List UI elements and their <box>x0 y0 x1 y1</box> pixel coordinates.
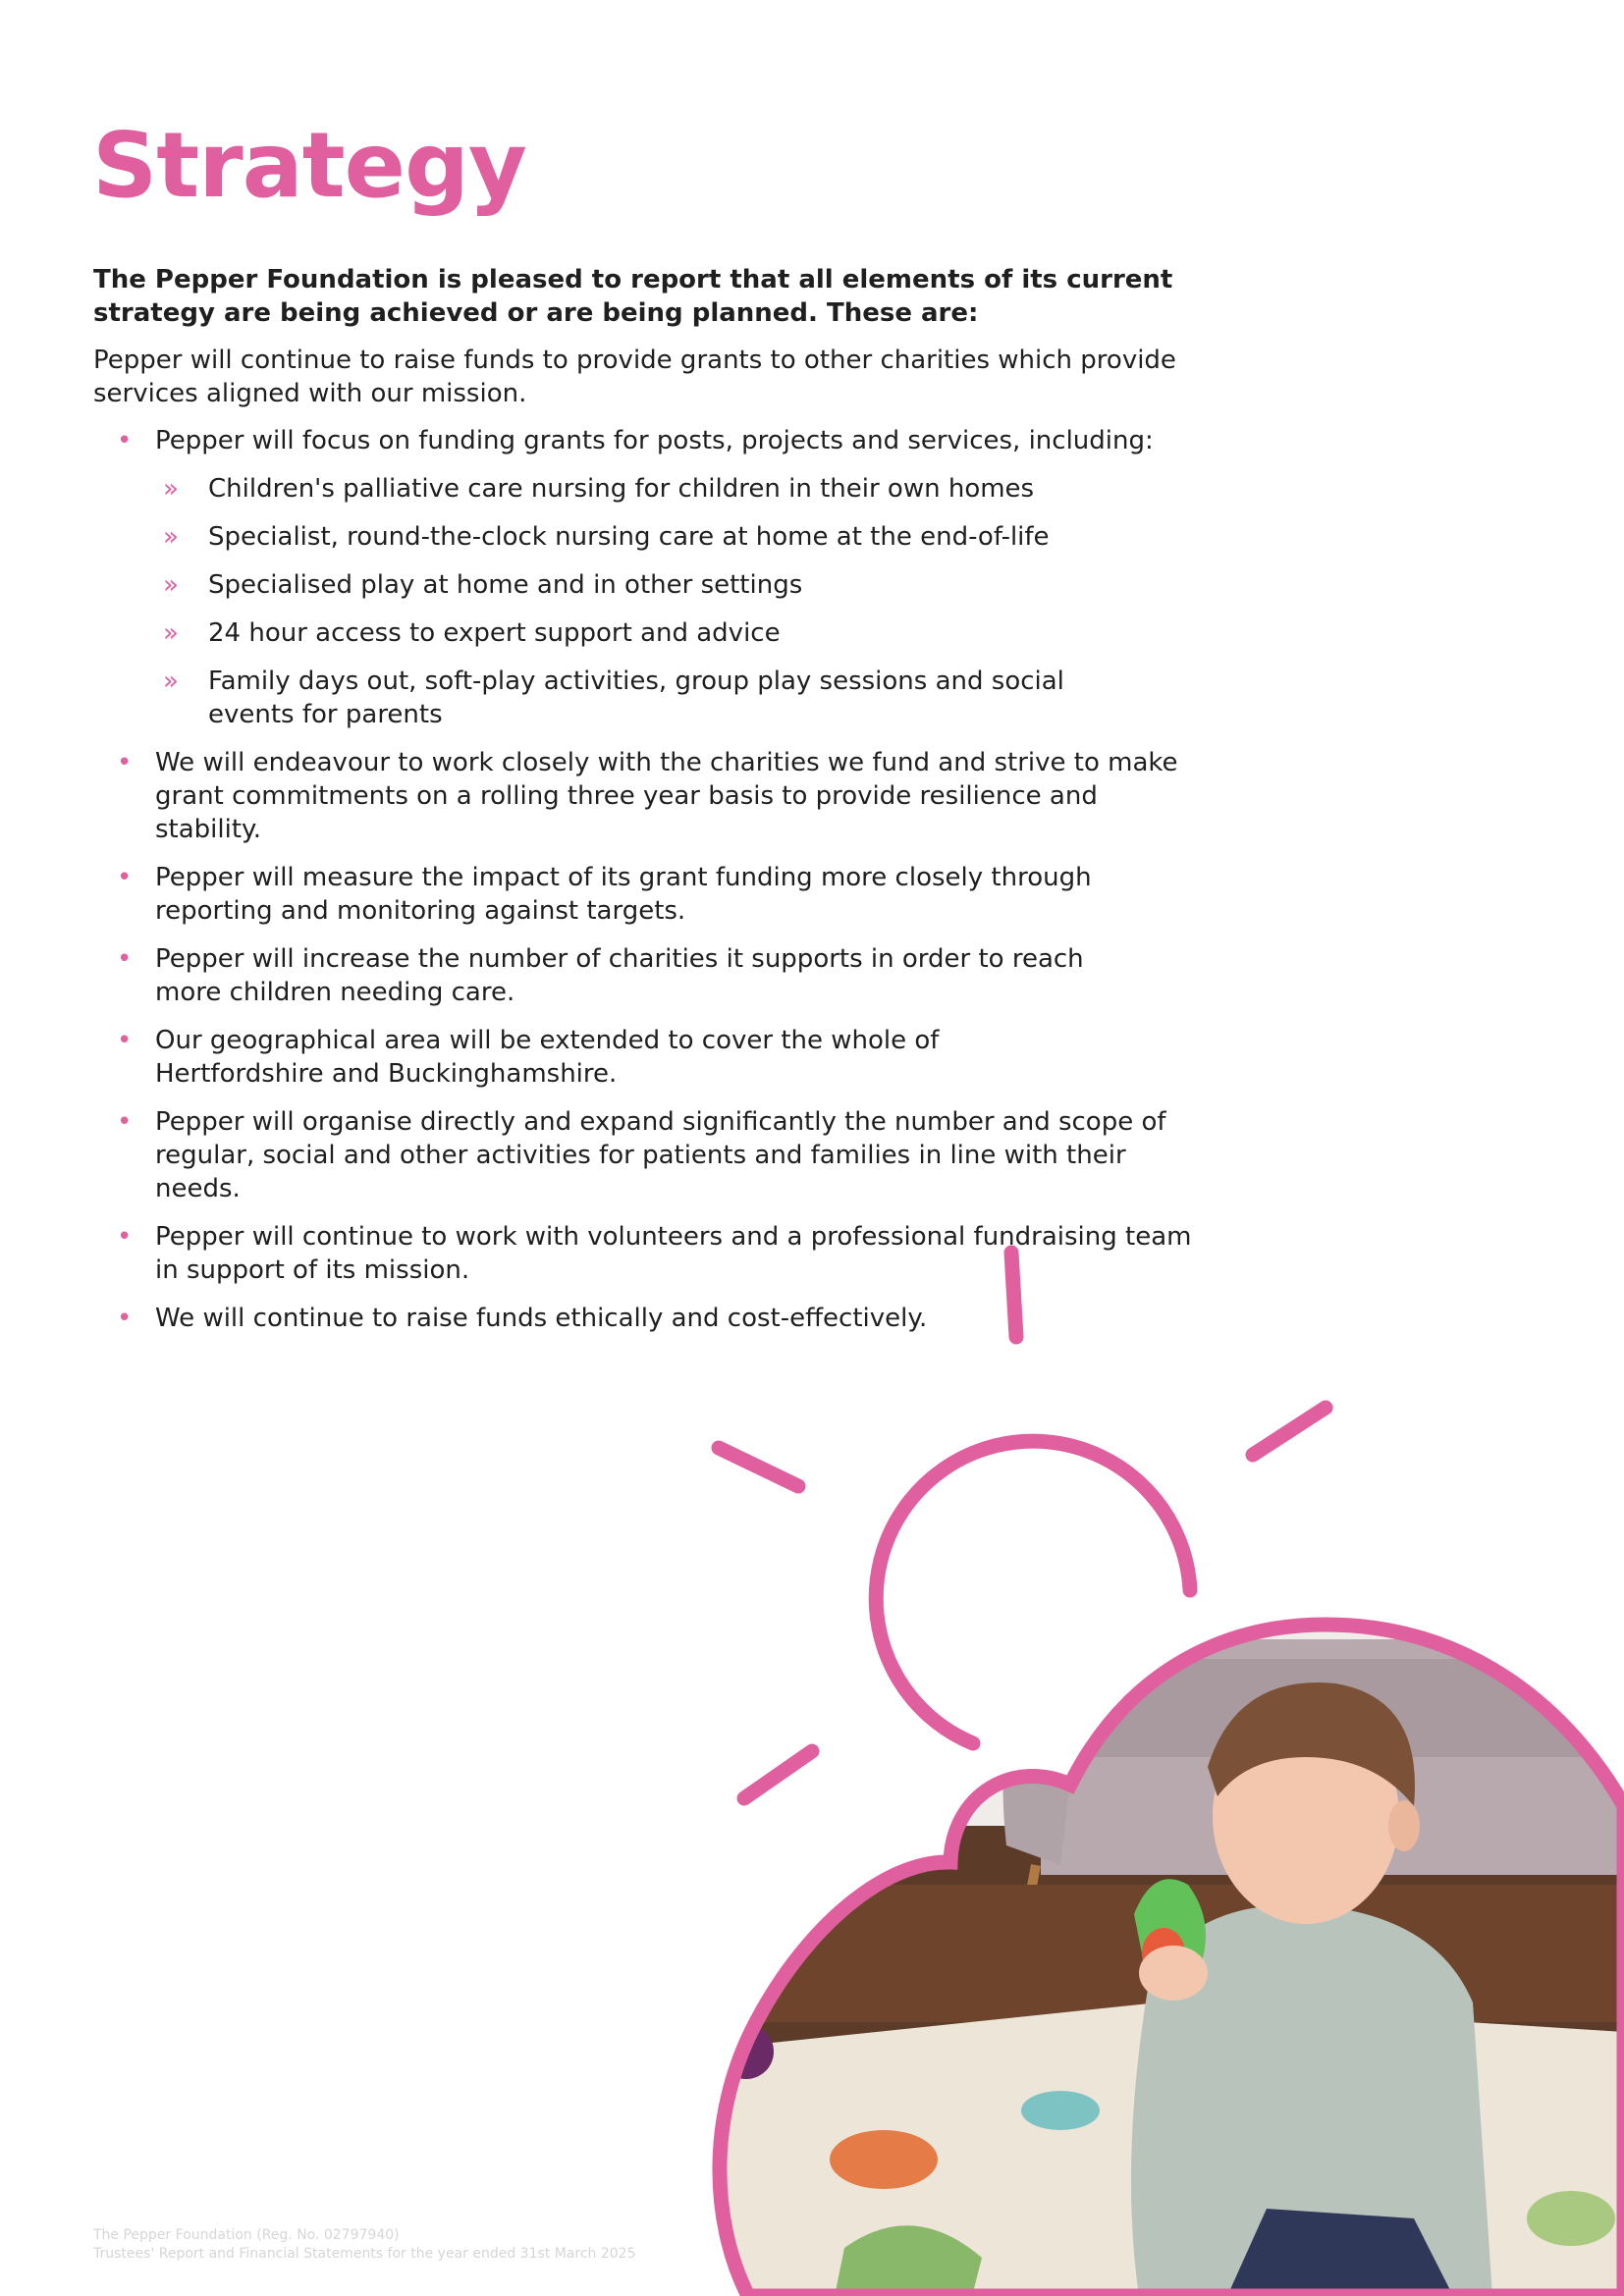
sub-list-item: » Children's palliative care nursing for children in their own homes <box>155 472 1193 506</box>
child-playing-photo <box>687 1610 1624 2296</box>
intro-paragraph: Pepper will continue to raise funds to provide grants to other charities which provide services aligned with our mission. <box>93 346 1176 408</box>
page-title: Strategy <box>92 113 526 218</box>
sub-list-item: » Family days out, soft-play activities, group play sessions and social events for parents <box>155 665 1193 731</box>
page-footer <box>93 2226 635 2264</box>
sub-list-item: » 24 hour access to expert support and advice <box>155 616 1193 650</box>
list-item: • Pepper will organise directly and expand significantly the number and scope of regular, social and other activities for patients and families in line with their needs. <box>93 1105 1193 1205</box>
footer-registration: The Pepper Foundation (Reg. No. 02797940) <box>93 2227 400 2243</box>
list-item: • Pepper will continue to work with volunteers and a professional fundraising team in support of its mission. <box>93 1220 1193 1287</box>
list-item: • We will continue to raise funds ethically and cost-effectively. <box>93 1302 1193 1335</box>
lead-paragraph: The Pepper Foundation is pleased to report that all elements of its current strategy are being achieved or are being planned. These are: <box>93 265 1173 328</box>
list-item: • Our geographical area will be extended to cover the whole of Hertfordshire and Buckinghamshire. <box>93 1024 1193 1091</box>
footer-report-title: Trustees' Report and Financial Statements for the year ended 31st March 2025 <box>93 2246 636 2262</box>
focus-text: Pepper will focus on funding grants for posts, projects and services, including: <box>155 426 1154 455</box>
list-item: • Pepper will increase the number of charities it supports in order to reach more children needing care. <box>93 942 1193 1009</box>
sub-list-item: » Specialist, round-the-clock nursing care at home at the end-of-life <box>155 520 1193 554</box>
list-item: • Pepper will measure the impact of its grant funding more closely through reporting and monitoring against targets. <box>93 861 1193 928</box>
sub-list-item: » Specialised play at home and in other settings <box>155 568 1193 602</box>
list-item: • We will endeavour to work closely with the charities we fund and strive to make grant commitments on a rolling three year basis to provide resilience and stability. <box>93 746 1193 846</box>
